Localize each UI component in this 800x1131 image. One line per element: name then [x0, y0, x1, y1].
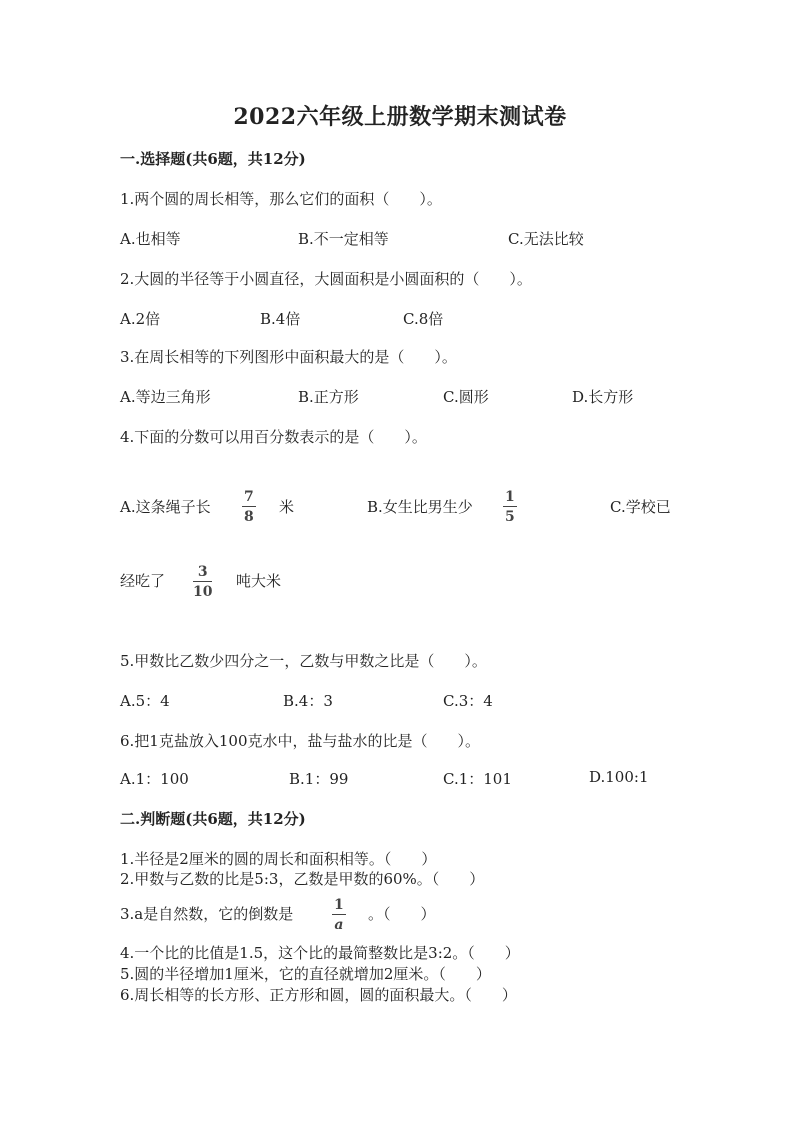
question-6: 6.把1克盐放入100克水中，盐与盐水的比是（ ）。 — [120, 732, 480, 750]
option-3b[interactable]: B.正方形 — [298, 388, 359, 406]
option-6c[interactable]: C.1：101 — [443, 770, 512, 788]
option-4b[interactable]: B.女生比男生少 — [367, 498, 473, 516]
option-1c[interactable]: C.无法比较 — [508, 230, 584, 248]
option-3c[interactable]: C.圆形 — [443, 388, 489, 406]
section-heading-judgement: 二.判断题(共6题，共12分) — [120, 810, 306, 828]
question-2: 2.大圆的半径等于小圆直径，大圆面积是小圆面积的（ ）。 — [120, 270, 532, 288]
fraction-7-8 — [242, 490, 256, 524]
fraction-numerator: 1 — [334, 897, 344, 913]
option-6d[interactable]: D.100:1 — [589, 768, 649, 786]
judgement-item-6: 6.周长相等的长方形、正方形和圆，圆的面积最大。（ ） — [120, 986, 517, 1004]
fraction-numerator: 1 — [505, 489, 515, 505]
option-6a[interactable]: A.1：100 — [120, 770, 189, 788]
judgement-item-5: 5.圆的半径增加1厘米，它的直径就增加2厘米。（ ） — [120, 965, 491, 983]
question-4: 4.下面的分数可以用百分数表示的是（ ）。 — [120, 428, 427, 446]
fraction-denominator: 8 — [244, 509, 254, 525]
fraction-3-10 — [193, 565, 212, 599]
question-1: 1.两个圆的周长相等，那么它们的面积（ ）。 — [120, 190, 442, 208]
judgement-item-1: 1.半径是2厘米的圆的周长和面积相等。（ ） — [120, 850, 437, 868]
option-4a-unit: 米 — [279, 498, 295, 516]
fraction-denominator: 10 — [193, 584, 213, 600]
fraction-numerator: 7 — [244, 489, 254, 505]
option-6b[interactable]: B.1：99 — [289, 770, 349, 788]
section-heading-choice: 一.选择题(共6题，共12分) — [120, 150, 306, 168]
fraction-numerator: 3 — [197, 564, 208, 580]
fraction-denominator: a — [334, 917, 344, 933]
option-1b[interactable]: B.不一定相等 — [298, 230, 389, 248]
fraction-1-5 — [503, 490, 517, 524]
option-2a[interactable]: A.2倍 — [120, 310, 161, 328]
option-5a[interactable]: A.5：4 — [120, 692, 170, 710]
question-5: 5.甲数比乙数少四分之一，乙数与甲数之比是（ ）。 — [120, 652, 487, 670]
option-4c-continued: 经吃了 — [120, 572, 166, 590]
page-title: 2022六年级上册数学期末测试卷 — [233, 104, 567, 130]
option-2c[interactable]: C.8倍 — [403, 310, 444, 328]
option-4c-unit: 吨大米 — [236, 572, 282, 590]
fraction-denominator: 5 — [505, 509, 515, 525]
judgement-item-3-end: 。（ ） — [368, 905, 436, 923]
option-3d[interactable]: D.长方形 — [572, 388, 634, 406]
option-1a[interactable]: A.也相等 — [120, 230, 181, 248]
judgement-item-3: 3.a是自然数，它的倒数是 — [120, 905, 294, 923]
option-5c[interactable]: C.3：4 — [443, 692, 493, 710]
option-4c[interactable]: C.学校已 — [610, 498, 671, 516]
option-3a[interactable]: A.等边三角形 — [120, 388, 211, 406]
judgement-item-2: 2.甲数与乙数的比是5:3，乙数是甲数的60%。（ ） — [120, 870, 485, 888]
option-5b[interactable]: B.4：3 — [283, 692, 333, 710]
option-2b[interactable]: B.4倍 — [260, 310, 301, 328]
judgement-item-4: 4.一个比的比值是1.5，这个比的最简整数比是3:2。（ ） — [120, 944, 520, 962]
option-4a[interactable]: A.这条绳子长 — [120, 498, 211, 516]
question-3: 3.在周长相等的下列图形中面积最大的是（ ）。 — [120, 348, 457, 366]
fraction-1-a — [332, 898, 346, 932]
